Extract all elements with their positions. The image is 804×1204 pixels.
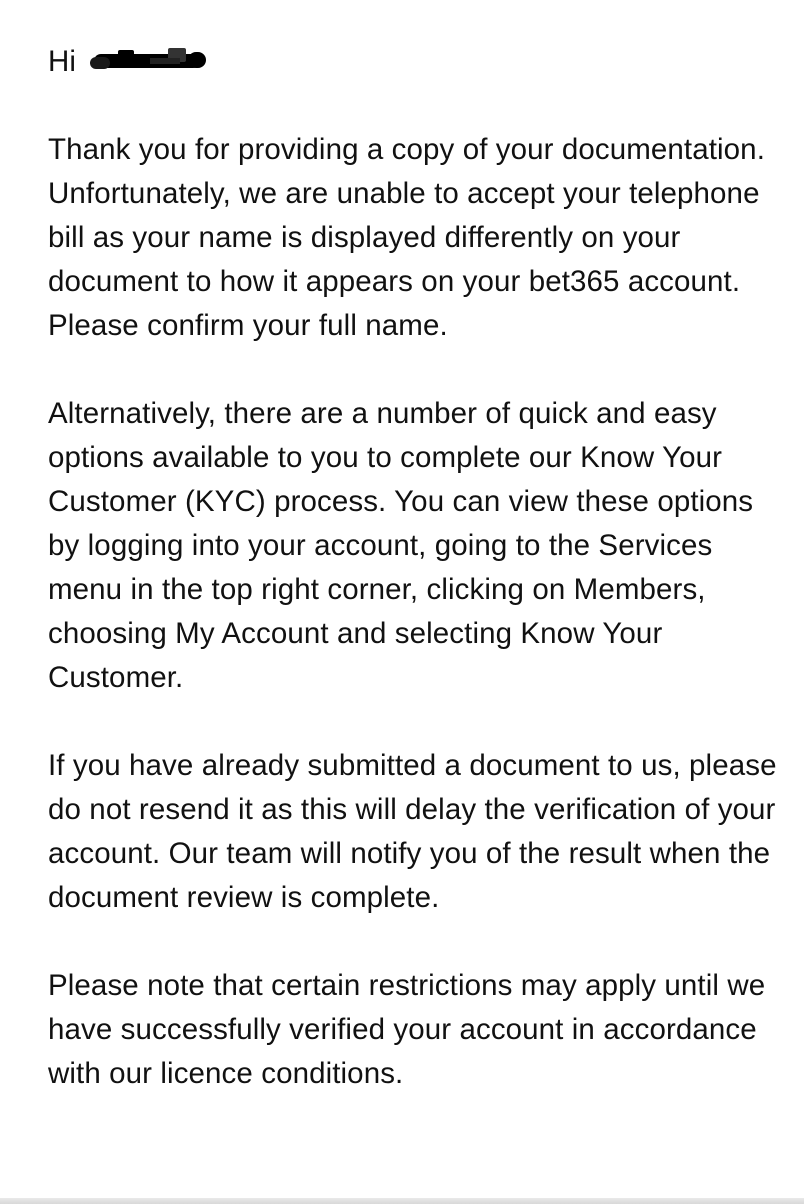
email-paragraph: Alternatively, there are a number of quick and easy options available to you to complete our Know Your Customer (KYC) process. You can view these options by logging into your account, going to the Services menu in the top right corner, clicking on Members, choosing My Account and selecting Know Your Customer. bbox=[48, 397, 754, 694]
email-paragraph: Please note that certain restrictions may apply until we have successfully verified your account in accordance with our licence conditions. bbox=[48, 969, 766, 1090]
email-body bbox=[48, 40, 788, 1096]
email-paragraph: If you have already submitted a document to us, please do not resend it as this will delay the verification of your account. Our team will notify you of the result when the document review is complete. bbox=[48, 749, 777, 914]
greeting-text: Hi bbox=[48, 45, 77, 78]
bottom-divider bbox=[0, 1198, 804, 1204]
redacted-name-scribble bbox=[90, 46, 210, 76]
greeting-line bbox=[48, 40, 788, 84]
redaction-scribble-icon bbox=[90, 46, 210, 76]
email-paragraph: Thank you for providing a copy of your documentation. Unfortunately, we are unable to accept your telephone bill as your name is displayed differently on your document to how it appears on your bet365 account. Please confirm your full name. bbox=[48, 133, 765, 342]
